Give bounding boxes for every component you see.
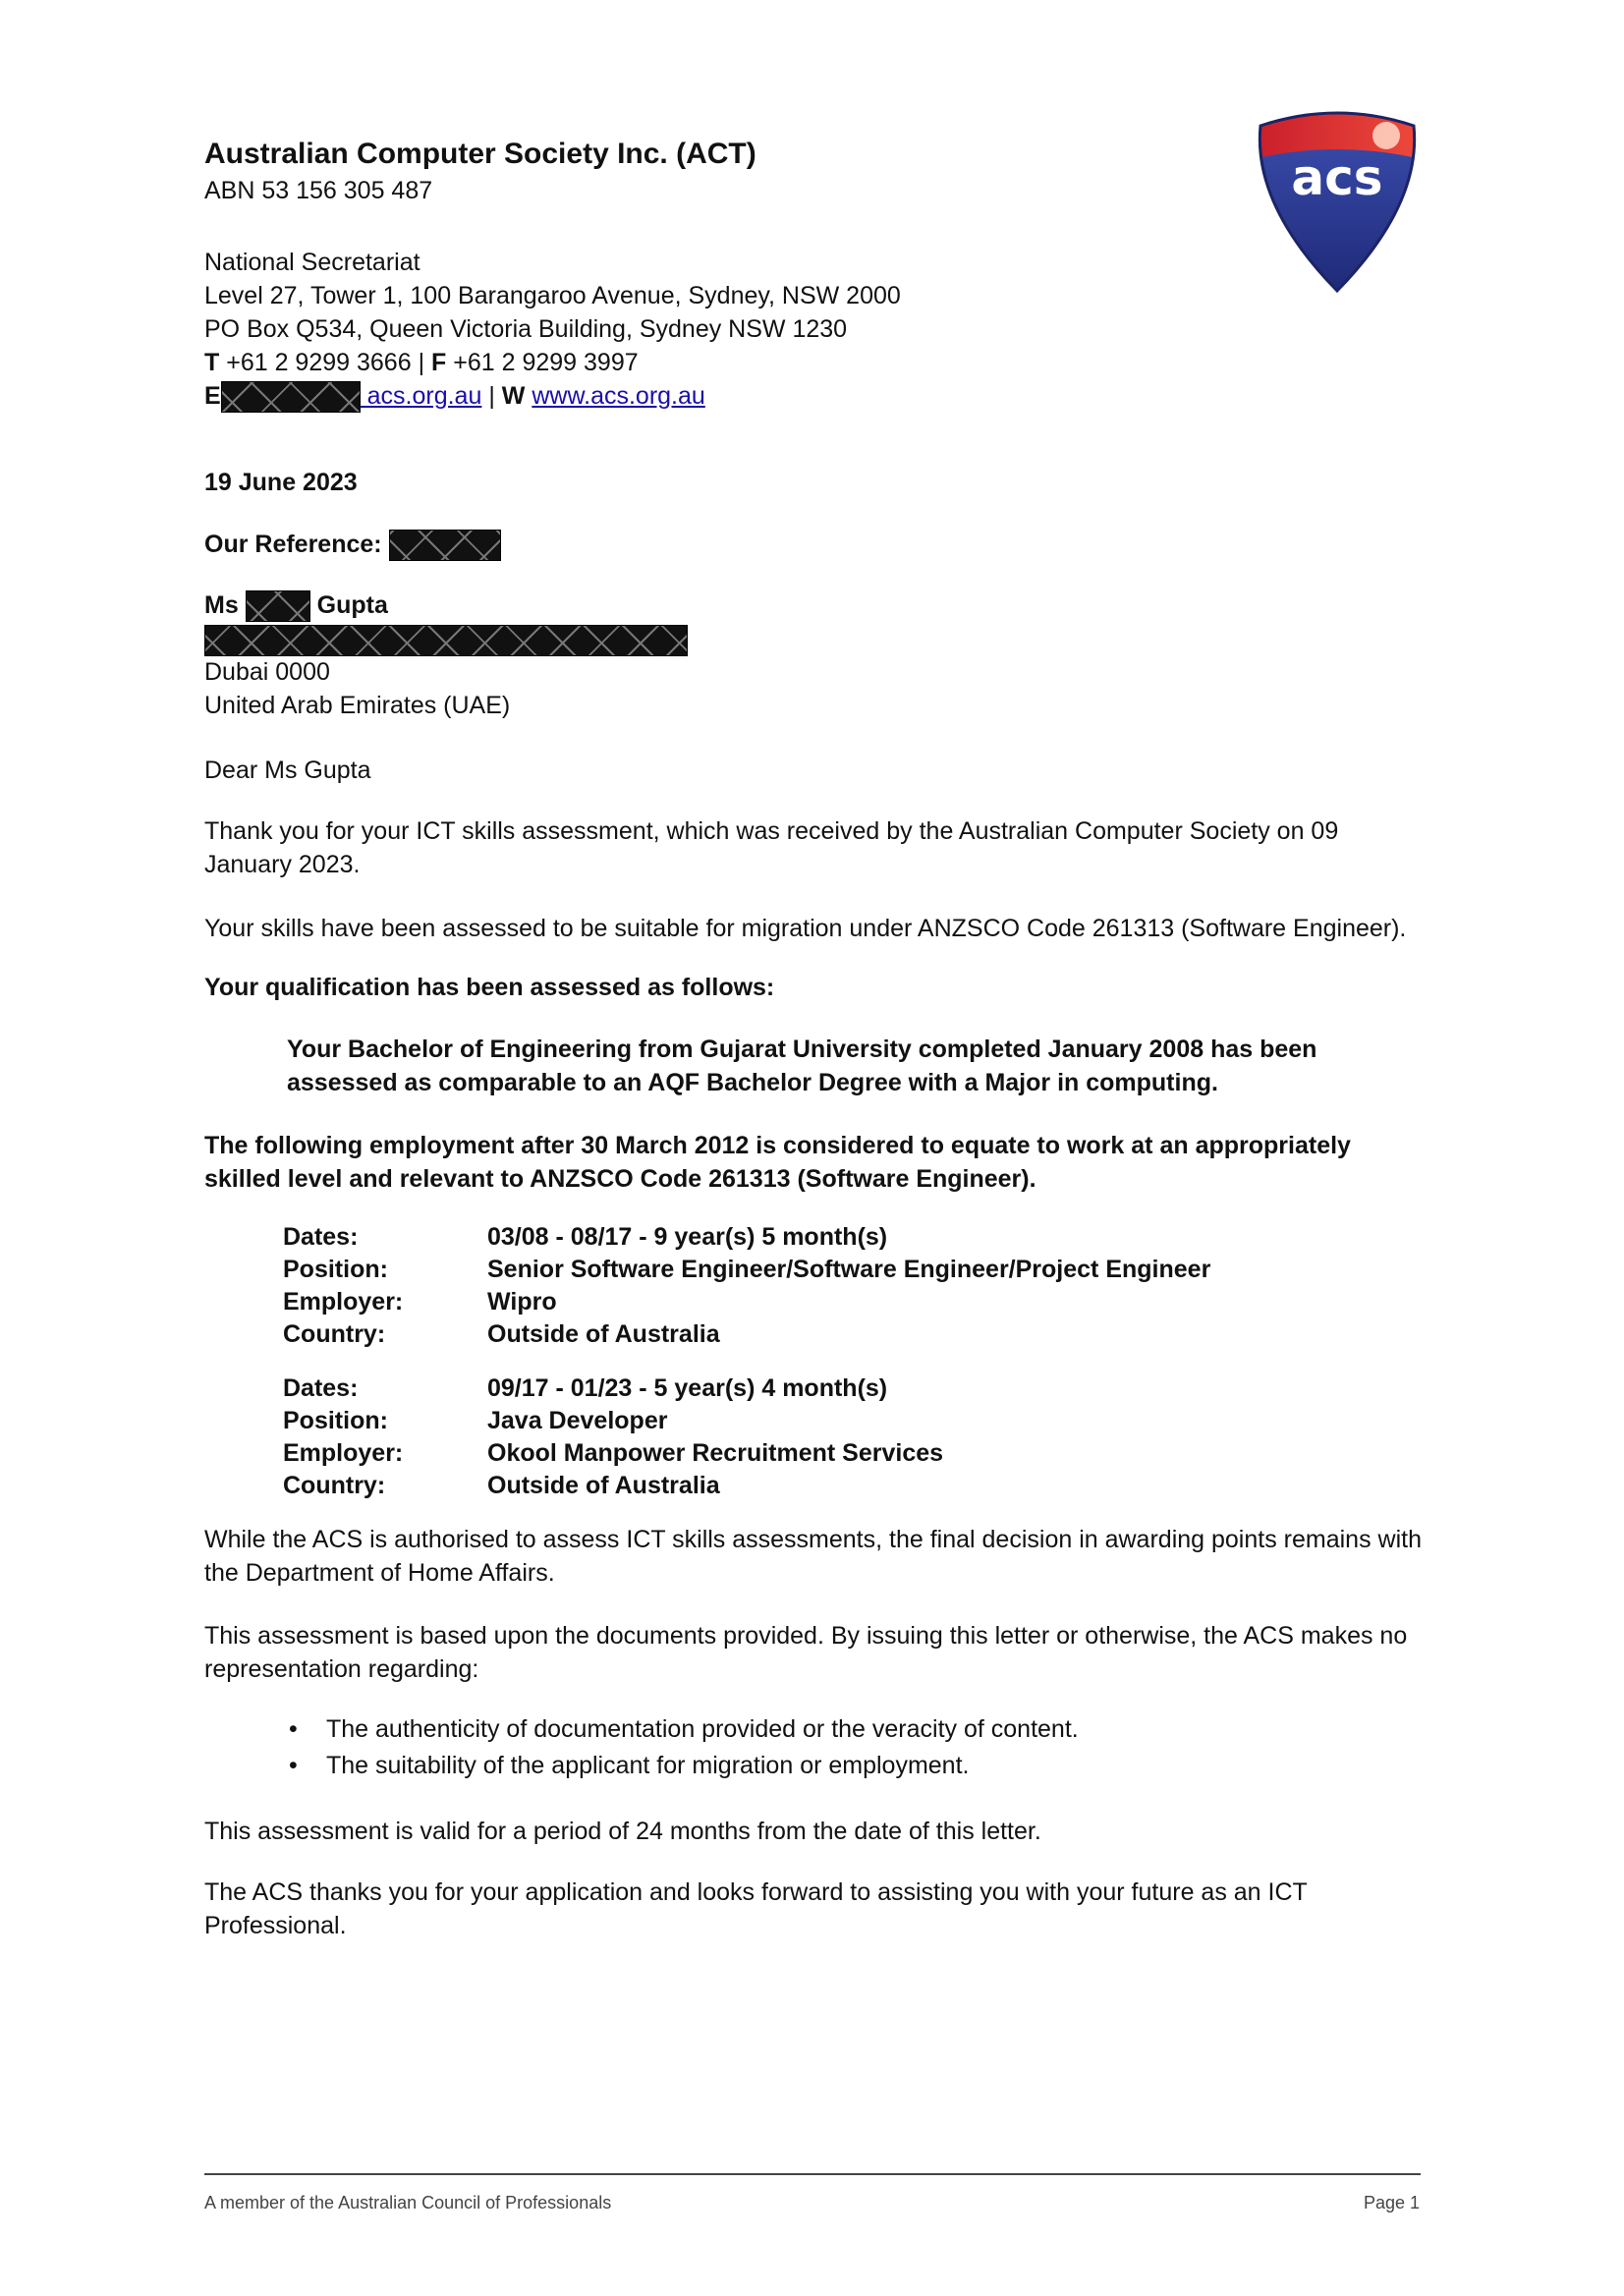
employment-table (283, 1372, 943, 1502)
employer-label: Employer: (283, 1439, 404, 1467)
org-name: Australian Computer Society Inc. (ACT) (204, 138, 756, 170)
position-label: Position: (283, 1256, 388, 1283)
footer-divider (204, 2173, 1421, 2175)
representation-list-wrap (204, 1711, 1423, 1784)
recipient-title: Ms (204, 591, 239, 619)
reference-label: Our Reference: (204, 531, 382, 558)
email-domain-link[interactable]: acs.org.au (360, 382, 482, 410)
position-label: Position: (283, 1407, 388, 1434)
table-row (283, 1405, 943, 1437)
org-phone-line (204, 346, 901, 379)
country-value: Outside of Australia (487, 1320, 720, 1348)
fax-label: F (431, 349, 447, 376)
position-value: Java Developer (487, 1407, 668, 1434)
dates-label: Dates: (283, 1223, 359, 1251)
website-link[interactable]: www.acs.org.au (532, 382, 705, 410)
representation-list (204, 1711, 1423, 1784)
employer-label: Employer: (283, 1288, 404, 1316)
web-label: W (501, 382, 526, 410)
qualification-heading: Your qualification has been assessed as follows: (204, 974, 775, 1001)
org-dept: National Secretariat (204, 249, 420, 276)
table-row (283, 1437, 943, 1470)
logo-text: acs (1291, 149, 1383, 206)
employment-entry (283, 1372, 943, 1502)
list-item (204, 1711, 1423, 1748)
salutation: Dear Ms Gupta (204, 756, 371, 784)
position-value: Senior Software Engineer/Software Engineer/Project Engineer (487, 1256, 1211, 1283)
recipient-city: Dubai 0000 (204, 658, 330, 687)
table-row (283, 1470, 943, 1502)
fax-number: +61 2 9299 3997 (453, 349, 639, 376)
acs-logo (1253, 106, 1422, 293)
employer-value: Wipro (487, 1288, 557, 1316)
paragraph-received: Thank you for your ICT skills assessment, which was received by the Australian Computer Society on 09 January 2023. (204, 817, 1339, 878)
employment-table (283, 1221, 1210, 1351)
org-address-line2: PO Box Q534, Queen Victoria Building, Sydney NSW 1230 (204, 315, 848, 343)
redaction-box (204, 625, 688, 656)
redaction-box (389, 530, 501, 561)
recipient-country: United Arab Emirates (UAE) (204, 692, 511, 720)
reference-line (204, 528, 501, 561)
dates-label: Dates: (283, 1374, 359, 1402)
page-number: Page 1 (1363, 2193, 1420, 2212)
list-item-text: The authenticity of documentation provided or the veracity of content. (326, 1715, 1079, 1743)
country-label: Country: (283, 1320, 386, 1348)
country-label: Country: (283, 1472, 386, 1499)
recipient-address-line (204, 622, 688, 655)
org-contact-line (204, 379, 901, 413)
org-address-line1: Level 27, Tower 1, 100 Barangaroo Avenue, Sydney, NSW 2000 (204, 282, 901, 309)
employment-heading: The following employment after 30 March 2012 is considered to equate to work at an appropriately skilled level and relevant to ANZSCO Code 261313 (Software Engineer). (204, 1132, 1351, 1193)
phone-label: T (204, 349, 220, 376)
table-row (283, 1318, 1210, 1351)
separator: | (488, 382, 495, 410)
bullet-glyph: • (289, 1752, 298, 1779)
table-row (283, 1221, 1210, 1254)
table-row (283, 1254, 1210, 1286)
redaction-box (221, 381, 361, 413)
org-header (204, 135, 756, 207)
employer-value: Okool Manpower Recruitment Services (487, 1439, 944, 1467)
bullet-glyph: • (289, 1715, 298, 1743)
phone-number: +61 2 9299 3666 (226, 349, 412, 376)
qualification-text: Your Bachelor of Engineering from Gujarat University completed January 2008 has been assessed as comparable to an AQF Bachelor Degree with a Major in computing. (287, 1036, 1317, 1096)
employment-entry (283, 1221, 1210, 1351)
letter-date: 19 June 2023 (204, 469, 358, 496)
dates-value: 09/17 - 01/23 - 5 year(s) 4 month(s) (487, 1374, 888, 1402)
paragraph-authorised: While the ACS is authorised to assess ICT skills assessments, the final decision in awarding points remains with the Department of Home Affairs. (204, 1526, 1422, 1587)
footer-membership: A member of the Australian Council of Professionals (204, 2193, 612, 2212)
paragraph-thanks: The ACS thanks you for your application and looks forward to assisting you with your future as an ICT Professional. (204, 1878, 1308, 1939)
recipient-block (204, 588, 688, 722)
table-row (283, 1372, 943, 1405)
list-item-text: The suitability of the applicant for migration or employment. (326, 1752, 970, 1779)
org-address (204, 246, 901, 413)
org-abn: ABN 53 156 305 487 (204, 177, 433, 204)
paragraph-documents: This assessment is based upon the documents provided. By issuing this letter or otherwise, the ACS makes no representation regarding: (204, 1622, 1408, 1683)
recipient-name (204, 588, 688, 622)
email-label: E (204, 382, 221, 410)
list-item (204, 1748, 1423, 1784)
paragraph-assessed: Your skills have been assessed to be suitable for migration under ANZSCO Code 261313 (Software Engineer). (204, 915, 1407, 942)
paragraph-validity: This assessment is valid for a period of 24 months from the date of this letter. (204, 1818, 1041, 1845)
table-row (283, 1286, 1210, 1318)
redaction-box (246, 590, 310, 622)
separator: | (418, 349, 425, 376)
country-value: Outside of Australia (487, 1472, 720, 1499)
dates-value: 03/08 - 08/17 - 9 year(s) 5 month(s) (487, 1223, 888, 1251)
recipient-surname: Gupta (316, 591, 388, 619)
